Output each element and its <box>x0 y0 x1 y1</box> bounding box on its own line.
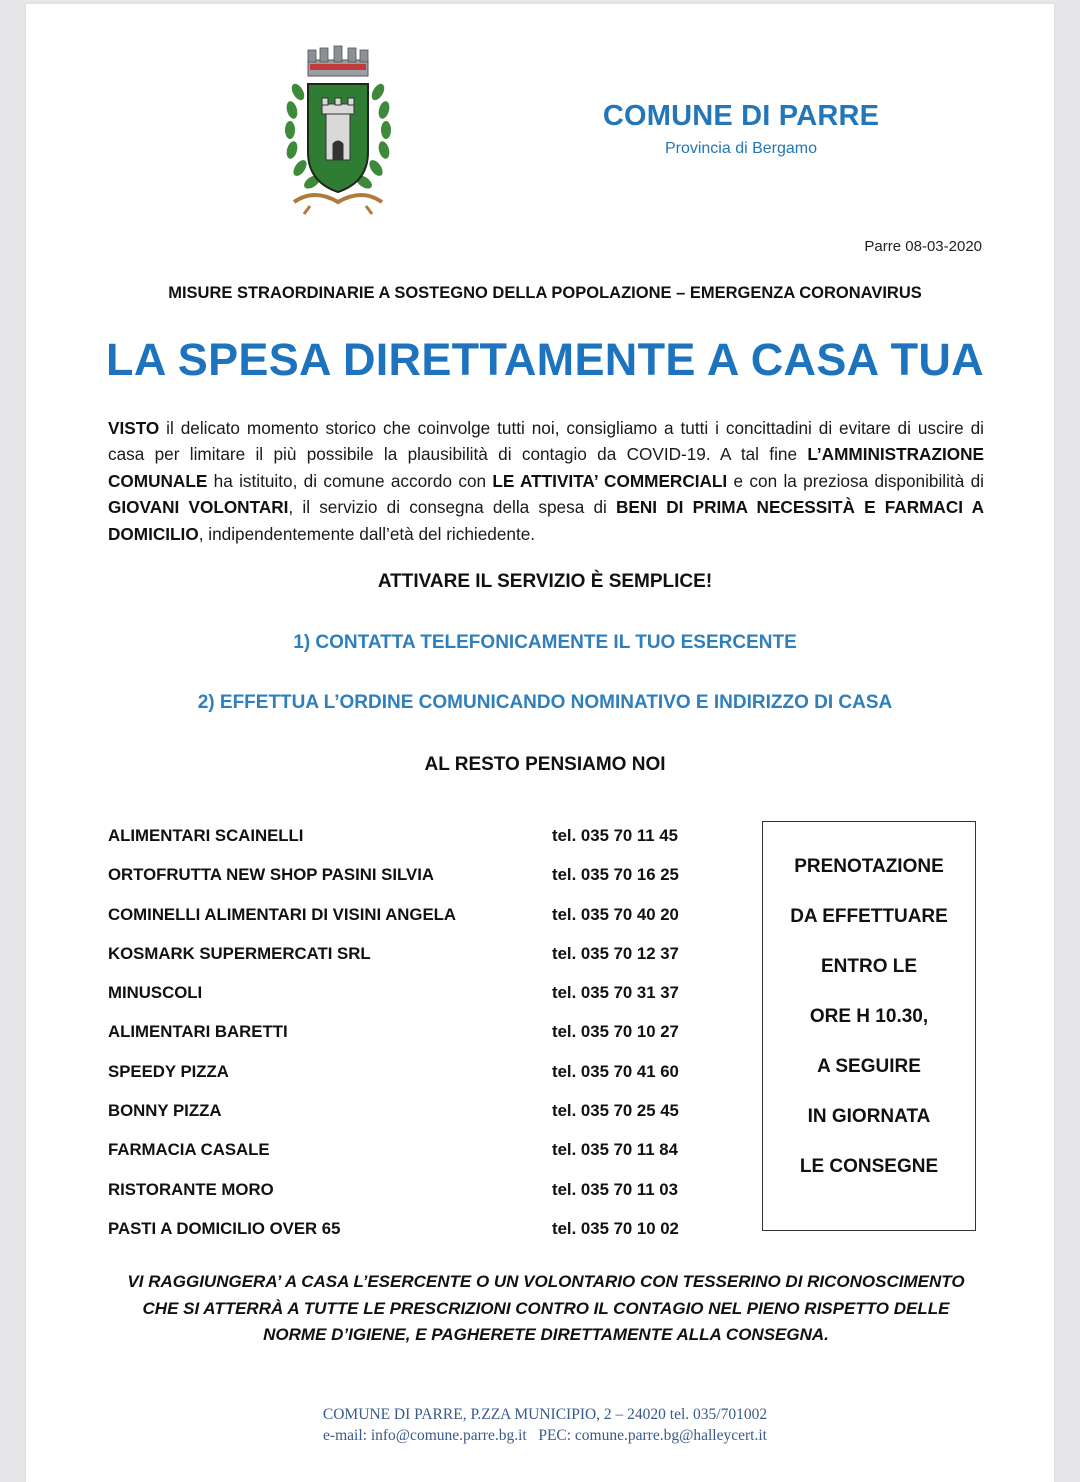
shop-list <box>108 826 748 1258</box>
intro-text-4: , il servizio di consegna della spesa di <box>288 497 617 518</box>
delivery-note-line: VI RAGGIUNGERA’ A CASA L’ESERCENTE O UN VOLONTARIO CON TESSERINO DI RICONOSCIMENTO <box>127 1272 965 1291</box>
intro-text-2: ha istituito, di comune accordo con <box>207 470 493 491</box>
intro-paragraph <box>108 415 984 547</box>
intro-bold-amministrazione: L’AMMINISTRAZIONE COMUNALE <box>108 444 984 491</box>
intro-bold-attivita: LE ATTIVITA’ COMMERCIALI <box>492 470 728 491</box>
shop-name: BONNY PIZZA <box>108 1101 222 1121</box>
shop-phone: tel. 035 70 11 84 <box>552 1140 678 1160</box>
shop-name: SPEEDY PIZZA <box>108 1061 229 1081</box>
shop-phone: tel. 035 70 31 37 <box>552 983 679 1003</box>
notice-line: IN GIORNATA <box>807 1106 931 1127</box>
delivery-note <box>86 1269 1006 1349</box>
province-name: Provincia di Bergamo <box>664 140 818 157</box>
subheading: MISURE STRAORDINARIE A SOSTEGNO DELLA POPOLAZIONE – EMERGENZA CORONAVIRUS <box>168 284 922 302</box>
intro-text-3: e con la preziosa disponibilità di <box>727 470 984 491</box>
list-item <box>108 826 748 865</box>
shop-name: COMINELLI ALIMENTARI DI VISINI ANGELA <box>108 904 457 924</box>
shop-phone: tel. 035 70 12 37 <box>552 943 679 963</box>
step-2: 2) EFFETTUA L’ORDINE COMUNICANDO NOMINATIVO E INDIRIZZO DI CASA <box>197 692 893 713</box>
list-item <box>108 1062 748 1101</box>
list-item <box>108 1022 748 1061</box>
notice-line: DA EFFETTUARE <box>790 906 948 927</box>
list-item <box>108 865 748 904</box>
notice-line: ORE H 10.30, <box>809 1006 929 1027</box>
shop-name: ALIMENTARI BARETTI <box>108 1022 288 1042</box>
notice-line: A SEGUIRE <box>817 1056 921 1077</box>
list-item <box>108 905 748 944</box>
delivery-note-line: CHE SI ATTERRÀ A TUTTE LE PRESCRIZIONI CONTRO IL CONTAGIO NEL PIENO RISPETTO DELLE <box>142 1298 950 1318</box>
shop-name: RISTORANTE MORO <box>108 1179 274 1199</box>
notice-line: ENTRO LE <box>820 956 918 977</box>
tower-icon <box>322 98 354 160</box>
list-item <box>108 1219 748 1258</box>
notice-line: PRENOTAZIONE <box>794 856 944 877</box>
notice-line: LE CONSEGNE <box>799 1156 939 1177</box>
address-line: COMUNE DI PARRE, P.ZZA MUNICIPIO, 2 – 24020 tel. 035/701002 <box>322 1406 768 1423</box>
booking-notice-box <box>762 821 976 1231</box>
document-page <box>26 4 1054 1482</box>
delivery-note-line: NORME D’IGIENE, E PAGHERETE DIRETTAMENTE ALLA CONSEGNA. <box>263 1325 829 1344</box>
shop-phone: tel. 035 70 16 25 <box>552 865 679 885</box>
intro-bold-volontari: GIOVANI VOLONTARI <box>108 497 289 518</box>
intro-bold-beni: BENI DI PRIMA NECESSITÀ E FARMACI A DOMICILIO <box>108 497 984 544</box>
document-date: Parre 08-03-2020 <box>864 238 982 255</box>
shop-name: KOSMARK SUPERMERCATI SRL <box>108 943 371 963</box>
email-line: e-mail: info@comune.parre.bg.it PEC: comune.parre.bg@halleycert.it <box>323 1427 767 1444</box>
crown-icon <box>308 46 368 76</box>
shop-phone: tel. 035 70 40 20 <box>552 904 679 924</box>
shop-phone: tel. 035 70 11 45 <box>552 826 678 845</box>
shop-name: MINUSCOLI <box>108 983 203 1003</box>
shop-phone: tel. 035 70 10 27 <box>552 1022 679 1042</box>
shop-phone: tel. 035 70 41 60 <box>552 1061 679 1081</box>
list-item <box>108 983 748 1022</box>
shop-name: ALIMENTARI SCAINELLI <box>108 826 304 845</box>
contact-footer <box>26 1404 1064 1446</box>
shop-name: PASTI A DOMICILIO OVER 65 <box>108 1218 341 1238</box>
intro-text-1: il delicato momento storico che coinvolge tutti noi, consigliamo a tutti i concittadini di evitare di uscire di casa per limitare il più possibile la plausibilità di contagio da COVID-19. A tal fine <box>108 418 984 465</box>
shop-phone: tel. 035 70 10 02 <box>552 1218 679 1238</box>
list-item <box>108 1140 748 1179</box>
shop-phone: tel. 035 70 11 03 <box>552 1179 678 1199</box>
list-item <box>108 944 748 983</box>
intro-text-5: , indipendentemente dall’età del richiedente. <box>198 523 536 544</box>
page-title: LA SPESA DIRETTAMENTE A CASA TUA <box>106 334 984 385</box>
list-item <box>108 1180 748 1219</box>
service-intro: ATTIVARE IL SERVIZIO È SEMPLICE! <box>377 571 713 592</box>
list-item <box>108 1101 748 1140</box>
shop-name: FARMACIA CASALE <box>108 1140 270 1160</box>
municipality-name: COMUNE DI PARRE <box>602 100 880 132</box>
intro-bold-visto: VISTO <box>108 418 160 438</box>
coat-of-arms-emblem <box>264 42 404 218</box>
shop-phone: tel. 035 70 25 45 <box>552 1101 679 1121</box>
closing-line: AL RESTO PENSIAMO NOI <box>424 754 666 775</box>
step-1: 1) CONTATTA TELEFONICAMENTE IL TUO ESERCENTE <box>293 632 797 653</box>
shop-name: ORTOFRUTTA NEW SHOP PASINI SILVIA <box>108 865 435 885</box>
